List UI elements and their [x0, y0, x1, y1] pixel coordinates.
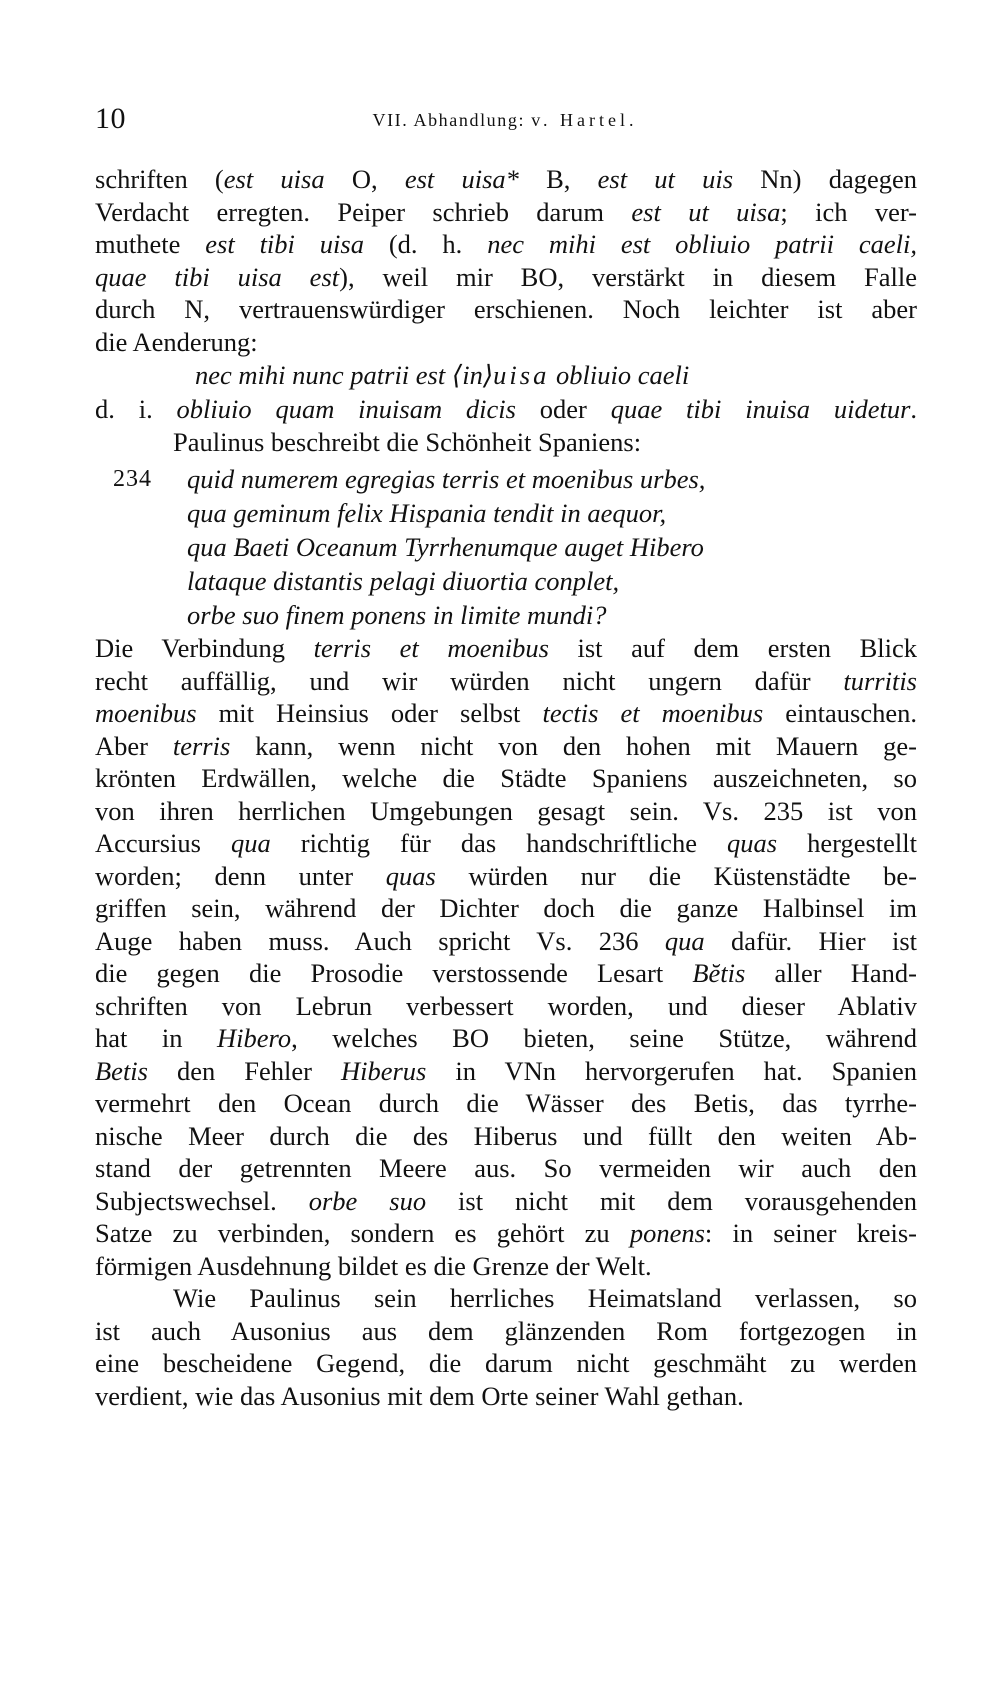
paragraph-2 — [95, 632, 917, 1282]
text-line: vermehrt den Ocean durch die Wässer des Betis, das tyrrhe- — [95, 1088, 917, 1118]
text-line: förmigen Ausdehnung bildet es die Grenze der Welt. — [95, 1250, 652, 1281]
verse-line: lataque distantis pelagi diuortia conplet, — [187, 566, 620, 596]
text-line: krönten Erdwällen, welche die Städte Spaniens auszeichneten, so — [95, 763, 917, 793]
text-line: moenibus mit Heinsius oder selbst tectis et moenibus eintauschen. — [95, 698, 917, 728]
text-line: die Aenderung: — [95, 326, 258, 357]
text-line: Subjectswechsel. orbe suo ist nicht mit dem vorausgehenden — [95, 1185, 917, 1216]
text-line: stand der getrennten Meere aus. So vermeiden wir auch den — [95, 1153, 917, 1183]
verse-line: qua Baeti Oceanum Tyrrhenumque auget Hibero — [187, 532, 704, 562]
poem-quotation — [95, 462, 917, 632]
page-header — [95, 102, 915, 138]
text-line: Satze zu verbinden, sondern es gehört zu ponens: in seiner kreis- — [95, 1218, 918, 1248]
paragraph-1 — [95, 163, 917, 358]
text-line: schriften (est uisa O, est uisa* B, est ut uis Nn) dagegen — [95, 164, 918, 194]
page-number: 10 — [95, 102, 126, 135]
verse-line: qua geminum felix Hispania tendit in aequor, — [187, 498, 667, 528]
verse-line: quid numerem egregias terris et moenibus urbes, — [187, 464, 706, 494]
text-line: Betis den Fehler Hiberus in VNn hervorgerufen hat. Spanien — [95, 1055, 917, 1086]
running-title: VII. Abhandlung: — [372, 110, 526, 130]
page-body — [95, 163, 917, 1412]
paragraph-3 — [95, 1282, 917, 1412]
verse-line: orbe suo finem ponens in limite mundi? — [187, 600, 607, 630]
text-line: durch N, vertrauenswürdiger erschienen. Noch leichter ist aber — [95, 294, 917, 324]
verse-number: 234 — [113, 466, 152, 492]
text-line: schriften von Lebrun verbessert worden, und dieser Ablativ — [95, 990, 917, 1021]
poem-intro: Paulinus beschreibt die Schönheit Spaniens: — [173, 426, 642, 457]
text-line: eine bescheidene Gegend, die darum nicht geschmäht zu werden — [95, 1348, 917, 1378]
text-line: griffen sein, während der Dichter doch die ganze Halbinsel im — [95, 893, 917, 923]
emendation-gloss: d. i. obliuio quam inuisam dicis oder quae tibi inuisa uidetur. — [95, 394, 918, 424]
text-line: Wie Paulinus sein herrliches Heimatsland verlassen, so — [173, 1283, 917, 1313]
running-head — [95, 110, 915, 131]
text-line: Die Verbindung terris et moenibus ist auf dem ersten Blick — [95, 633, 918, 663]
text-line: ist auch Ausonius aus dem glänzenden Rom fortgezogen in — [95, 1315, 917, 1346]
text-line: muthete est tibi uisa (d. h. nec mihi est obliuio patrii caeli, — [95, 229, 918, 259]
text-line: verdient, wie das Ausonius mit dem Orte seiner Wahl gethan. — [95, 1380, 744, 1411]
text-line: Verdacht erregten. Peiper schrieb darum est ut uisa; ich ver- — [95, 196, 917, 227]
text-line: die gegen die Prosodie verstossende Lesart Bĕtis aller Hand- — [95, 958, 917, 988]
text-line: Accursius qua richtig für das handschriftliche quas hergestellt — [95, 828, 917, 858]
text-line: nische Meer durch die des Hiberus und füllt den weiten Ab- — [95, 1120, 917, 1151]
text-line: quae tibi uisa est), weil mir BO, verstärkt in diesem Falle — [95, 261, 917, 292]
text-line: recht auffällig, und wir würden nicht ungern dafür turritis — [95, 665, 917, 696]
running-author: v. Hartel. — [531, 110, 638, 130]
emendation-verse: nec mihi nunc patrii est ⟨in⟩uisa obliuio caeli — [195, 360, 690, 390]
text-line: hat in Hibero, welches BO bieten, seine Stütze, während — [95, 1023, 917, 1053]
text-line: von ihren herrlichen Umgebungen gesagt sein. Vs. 235 ist von — [95, 795, 917, 826]
text-line: Auge haben muss. Auch spricht Vs. 236 qua dafür. Hier ist — [95, 925, 917, 956]
text-line: worden; denn unter quas würden nur die Küstenstädte be- — [95, 860, 917, 891]
text-line: Aber terris kann, wenn nicht von den hohen mit Mauern ge- — [95, 730, 917, 761]
